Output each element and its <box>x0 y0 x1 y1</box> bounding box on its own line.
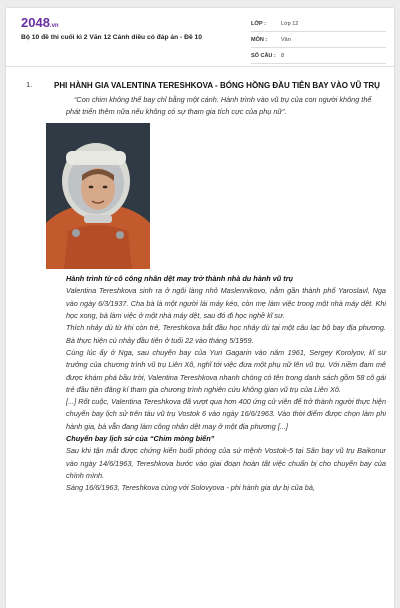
meta-row-subject <box>251 32 386 48</box>
paragraph: Cùng lúc ấy ở Nga, sau chuyến bay của Yuri Gagarin vào năm 1961, Sergey Korolyov, kĩ sư trưởng của chương trình vũ trụ Liên Xô, nghĩ tới việc đưa một phụ nữ lên vũ trụ. Với niềm đam mê được khám phá bầu trời, Valentina Tereshkova nhanh chóng có tên trong danh sách gồm 58 cô gái trẻ đầu tiên đăng kí tham gia chương trình nghiên cứu không gian vũ trụ của Liên Xô. <box>66 347 386 394</box>
section-heading: Hành trình từ cô công nhân dệt may trở thành nhà du hành vũ trụ <box>66 274 293 284</box>
logo-main: 2048 <box>21 15 50 30</box>
passage-body <box>66 273 386 494</box>
document-header <box>6 8 394 67</box>
cosmonaut-photo <box>46 123 150 269</box>
paragraph: Sáng 16/6/1963, Tereshkova cùng với Solovyova - phi hành gia dự bị của bà, <box>66 483 315 493</box>
meta-table <box>251 16 386 64</box>
meta-label: MÔN : <box>251 36 268 43</box>
meta-label: SỐ CÂU : <box>251 52 276 59</box>
passage-title: PHI HÀNH GIA VALENTINA TERESHKOVA - BÓNG HỒNG ĐẦU TIÊN BAY VÀO VŨ TRỤ <box>54 81 380 90</box>
meta-label: LỚP : <box>251 20 266 27</box>
paragraph: Valentina Tereshkova sinh ra ở ngôi làng nhỏ Maslennikovo, nằm gần thành phố Yaroslavl, Nga vào ngày 6/3/1937. Cha bà là một người lái máy kéo, còn mẹ làm việc trong một nhà máy dệt. Khi học xong, bà làm việc ở một nhà máy dệt, sau đó đi học nghề kĩ sư. <box>66 286 386 321</box>
meta-value: Lớp 12 <box>281 20 299 27</box>
paragraph: [...] Rốt cuộc, Valentina Tereshkova đã vượt qua hơn 400 ứng cử viên để trở thành người thực hiện chuyến bay lịch sử trên tàu vũ trụ Vostok 6 vào ngày 16/6/1963. Vào thời điểm được chọn làm phi hành gia, bà vẫn đang làm công nhân dệt may ở một địa phương [...] <box>66 397 386 431</box>
meta-value: 8 <box>281 52 285 59</box>
meta-row-class <box>251 16 386 32</box>
cosmonaut-illustration <box>46 123 150 269</box>
meta-row-count <box>251 48 386 64</box>
paragraph: Sau khi tận mắt được chứng kiến buổi phóng của sứ mệnh Vostok-5 tại Sân bay vũ trụ Baikonur vào ngày 14/6/1963, Tereshkova bước vào giai đoạn hoàn tất việc chuẩn bị cho chuyến bay của chính mình. <box>66 446 386 480</box>
document-title: Bộ 10 đề thi cuối kì 2 Văn 12 Cánh diều có đáp án - Đề 10 <box>21 34 202 41</box>
section-heading: Chuyến bay lịch sử của “Chim mòng biển” <box>66 434 215 444</box>
question-content <box>26 80 386 495</box>
epigraph-quote: “Con chim không thể bay chỉ bằng một cánh. Hành trình vào vũ trụ của con người không thể phát triển thêm nữa nếu không có sự tham gia tích cực của phụ nữ”. <box>66 95 372 116</box>
document-page <box>6 8 394 608</box>
logo-sub: .vn <box>49 23 59 29</box>
question-number: 1. <box>26 80 33 89</box>
meta-value: Văn <box>281 36 291 43</box>
paragraph: Thích nhảy dù từ khi còn trẻ, Tereshkova bắt đầu học nhảy dù tại một câu lạc bộ bay địa phương. Bà thực hiện cú nhảy đầu tiên ở tuổi 22 vào tháng 5/1959. <box>66 323 386 345</box>
site-logo[interactable] <box>21 15 59 30</box>
